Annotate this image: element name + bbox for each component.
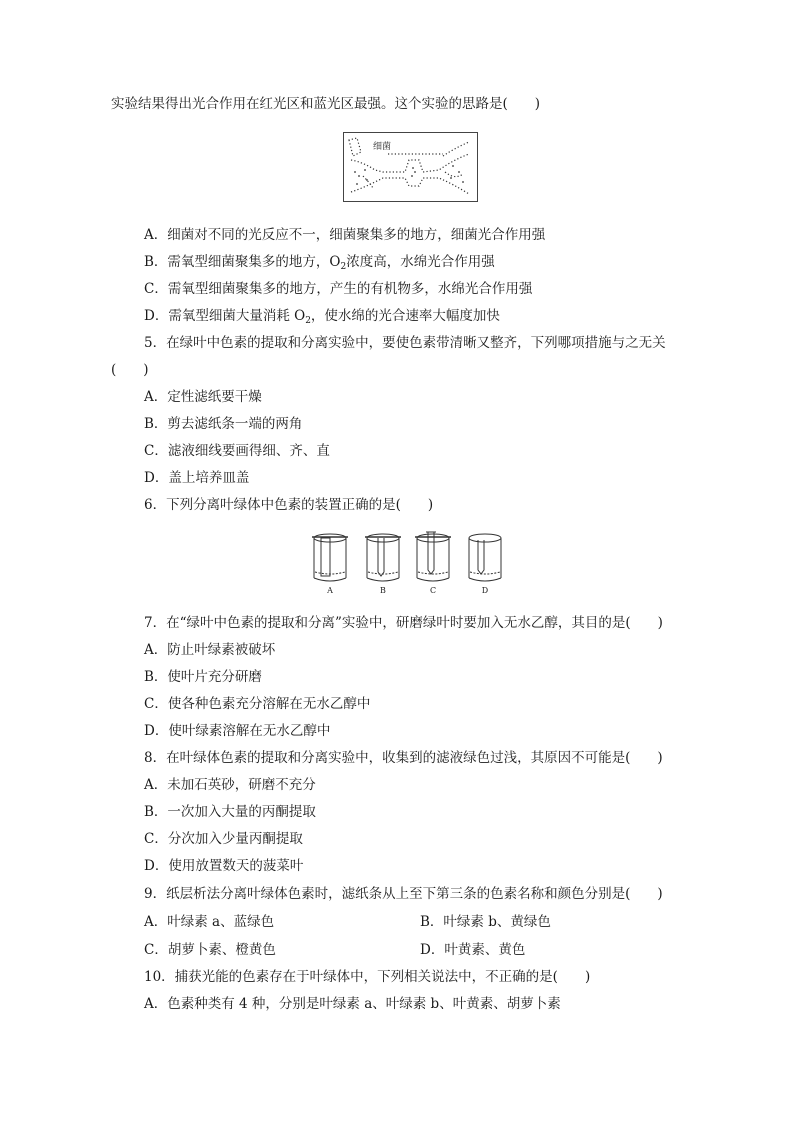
q7-option-d: D．使叶绿素溶解在无水乙醇中	[144, 723, 331, 739]
q5-option-d: D．盖上培养皿盖	[144, 470, 250, 486]
apparatus-label-a: A	[327, 586, 333, 595]
q9-option-c: C．胡萝卜素、橙黄色	[144, 942, 276, 958]
q6-stem: 6．下列分离叶绿体中色素的装置正确的是( )	[144, 497, 434, 513]
q8-option-c: C．分次加入少量丙酮提取	[144, 831, 303, 847]
q8-stem: 8．在叶绿体色素的提取和分离实验中，收集到的滤液绿色过浅，其原因不可能是( )	[144, 750, 663, 766]
q7-option-b: B．使叶片充分研磨	[144, 669, 262, 685]
q4-option-d: D．需氧型细菌大量消耗 $O_2$，使水绵的光合速率大幅度加快	[144, 308, 500, 326]
q7-option-a: A．防止叶绿素被破坏	[144, 642, 276, 658]
q5-option-b: B．剪去滤纸条一端的两角	[144, 416, 303, 432]
q5-option-a: A．定性滤纸要干燥	[144, 389, 262, 405]
chromatography-apparatus-figure	[308, 528, 518, 596]
q4-option-b: B．需氧型细菌聚集多的地方，$O_2$浓度高，水绵光合作用强	[144, 254, 495, 272]
q9-option-d: D．叶黄素、黄色	[420, 942, 526, 958]
q5-stem-line1: 5．在绿叶中色素的提取和分离实验中，要使色素带清晰又整齐，下列哪项措施与之无关	[144, 335, 666, 351]
apparatus-label-c: C	[429, 586, 437, 595]
q5-option-c: C．滤液细线要画得细、齐、直	[144, 443, 330, 459]
apparatus-label-b: B	[380, 586, 386, 595]
q4-option-c: C．需氧型细菌聚集多的地方，产生的有机物多，水绵光合作用强	[144, 281, 533, 297]
q8-option-b: B．一次加入大量的丙酮提取	[144, 804, 316, 820]
apparatus-label-d: D	[481, 586, 489, 595]
q8-option-a: A．未加石英砂，研磨不充分	[144, 777, 316, 793]
q9-option-a: A．叶绿素 a、蓝绿色	[144, 914, 275, 930]
q9-option-b: B．叶绿素 b、黄绿色	[420, 914, 551, 930]
q9-stem: 9．纸层析法分离叶绿体色素时，滤纸条从上至下第三条的色素名称和颜色分别是( )	[144, 886, 663, 902]
q10-option-a: A．色素种类有 4 种，分别是叶绿素 a、叶绿素 b、叶黄素、胡萝卜素	[144, 996, 561, 1012]
q5-stem-line2: ( )	[111, 362, 149, 378]
bacteria-figure	[343, 132, 478, 202]
q7-option-c: C．使各种色素充分溶解在无水乙醇中	[144, 696, 371, 712]
q8-option-d: D．使用放置数天的菠菜叶	[144, 858, 304, 874]
q4-stem: 实验结果得出光合作用在红光区和蓝光区最强。这个实验的思路是( )	[111, 96, 541, 112]
bacteria-label: 细菌	[373, 142, 392, 152]
q4-option-a: A．细菌对不同的光反应不一，细菌聚集多的地方，细菌光合作用强	[144, 227, 546, 243]
q10-stem: 10．捕获光能的色素存在于叶绿体中，下列相关说法中，不正确的是( )	[144, 969, 591, 985]
q7-stem: 7．在“绿叶中色素的提取和分离”实验中，研磨绿叶时要加入无水乙醇，其目的是( )	[144, 615, 663, 631]
